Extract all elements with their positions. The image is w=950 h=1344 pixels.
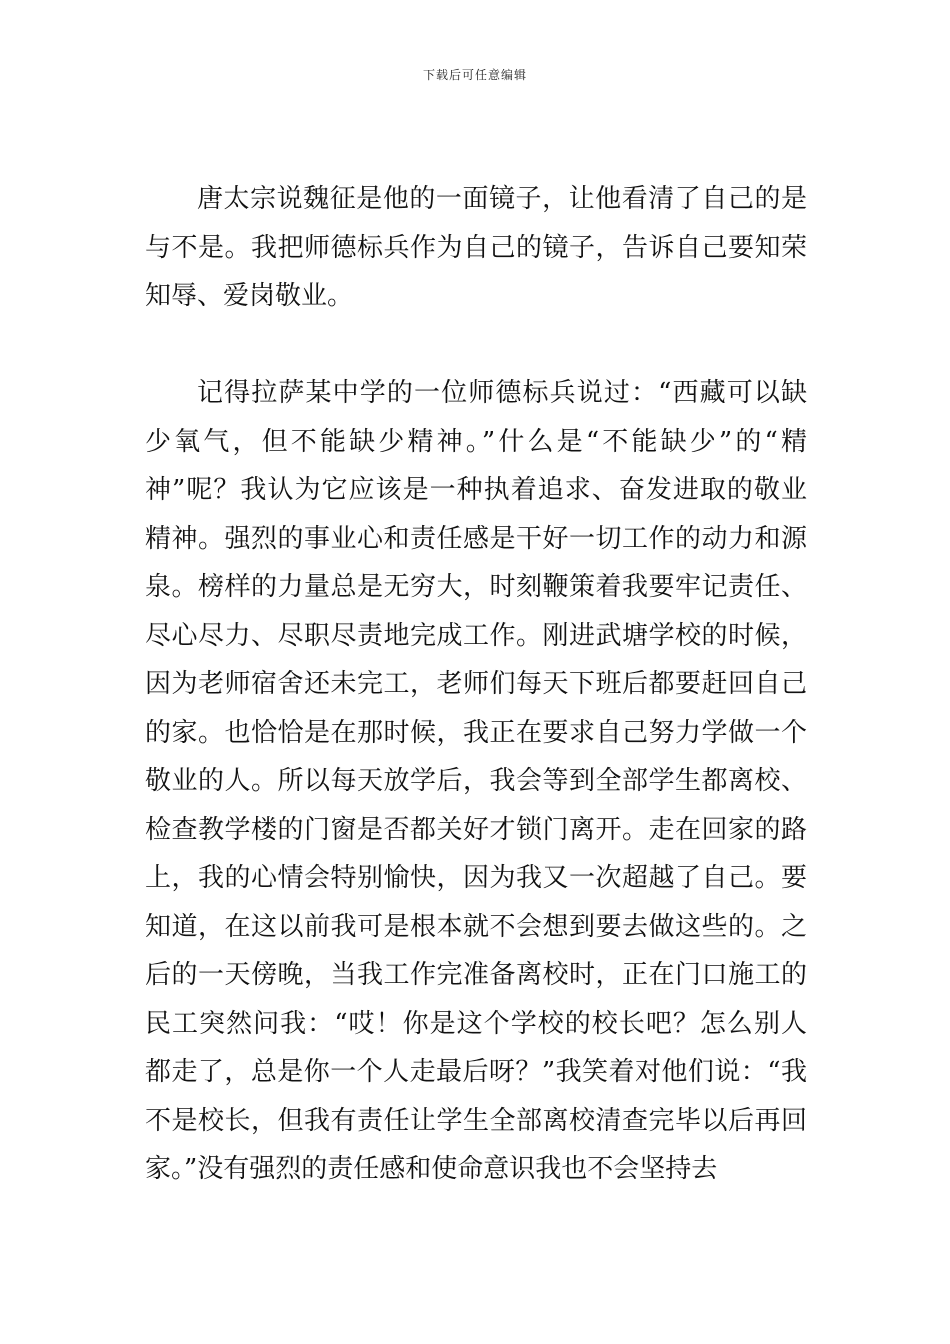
page-header-note: 下载后可任意编辑 (422, 68, 527, 82)
paragraph-1: 唐太宗说魏征是他的一面镜子，让他看清了自己的是与不是。我把师德标兵作为自己的镜子，告诉自己要知荣知辱、爱岗敬业。 (145, 184, 807, 311)
paragraph-2: 记得拉萨某中学的一位师德标兵说过：“西藏可以缺少氧气，但不能缺少精神。”什么是“不能缺少”的“精神”呢？我认为它应该是一种执着追求、奋发进取的敬业精神。强烈的事业心和责任感是干好一切工作的动力和源泉。榜样的力量总是无穷大，时刻鞭策着我要牢记责任、尽心尽力、尽职尽责地完成工作。刚进武塘学校的时候，因为老师宿舍还未完工，老师们每天下班后都要赶回自己的家。也恰恰是在那时候，我正在要求自己努力学做一个敬业的人。所以每天放学后，我会等到全部学生都离校、检查教学楼的门窗是否都关好才锁门离开。走在回家的路上，我的心情会特别愉快，因为我又一次超越了自己。要知道，在这以前我可是根本就不会想到要去做这些的。之后的一天傍晚，当我工作完准备离校时，正在门口施工的民工突然问我：“哎！你是这个学校的校长吧？怎么别人都走了，总是你一个人走最后呀？”我笑着对他们说：“我不是校长，但我有责任让学生全部离校清查完毕以后再回家。”没有强烈的责任感和使命意识我也不会坚持去 (145, 378, 807, 1184)
